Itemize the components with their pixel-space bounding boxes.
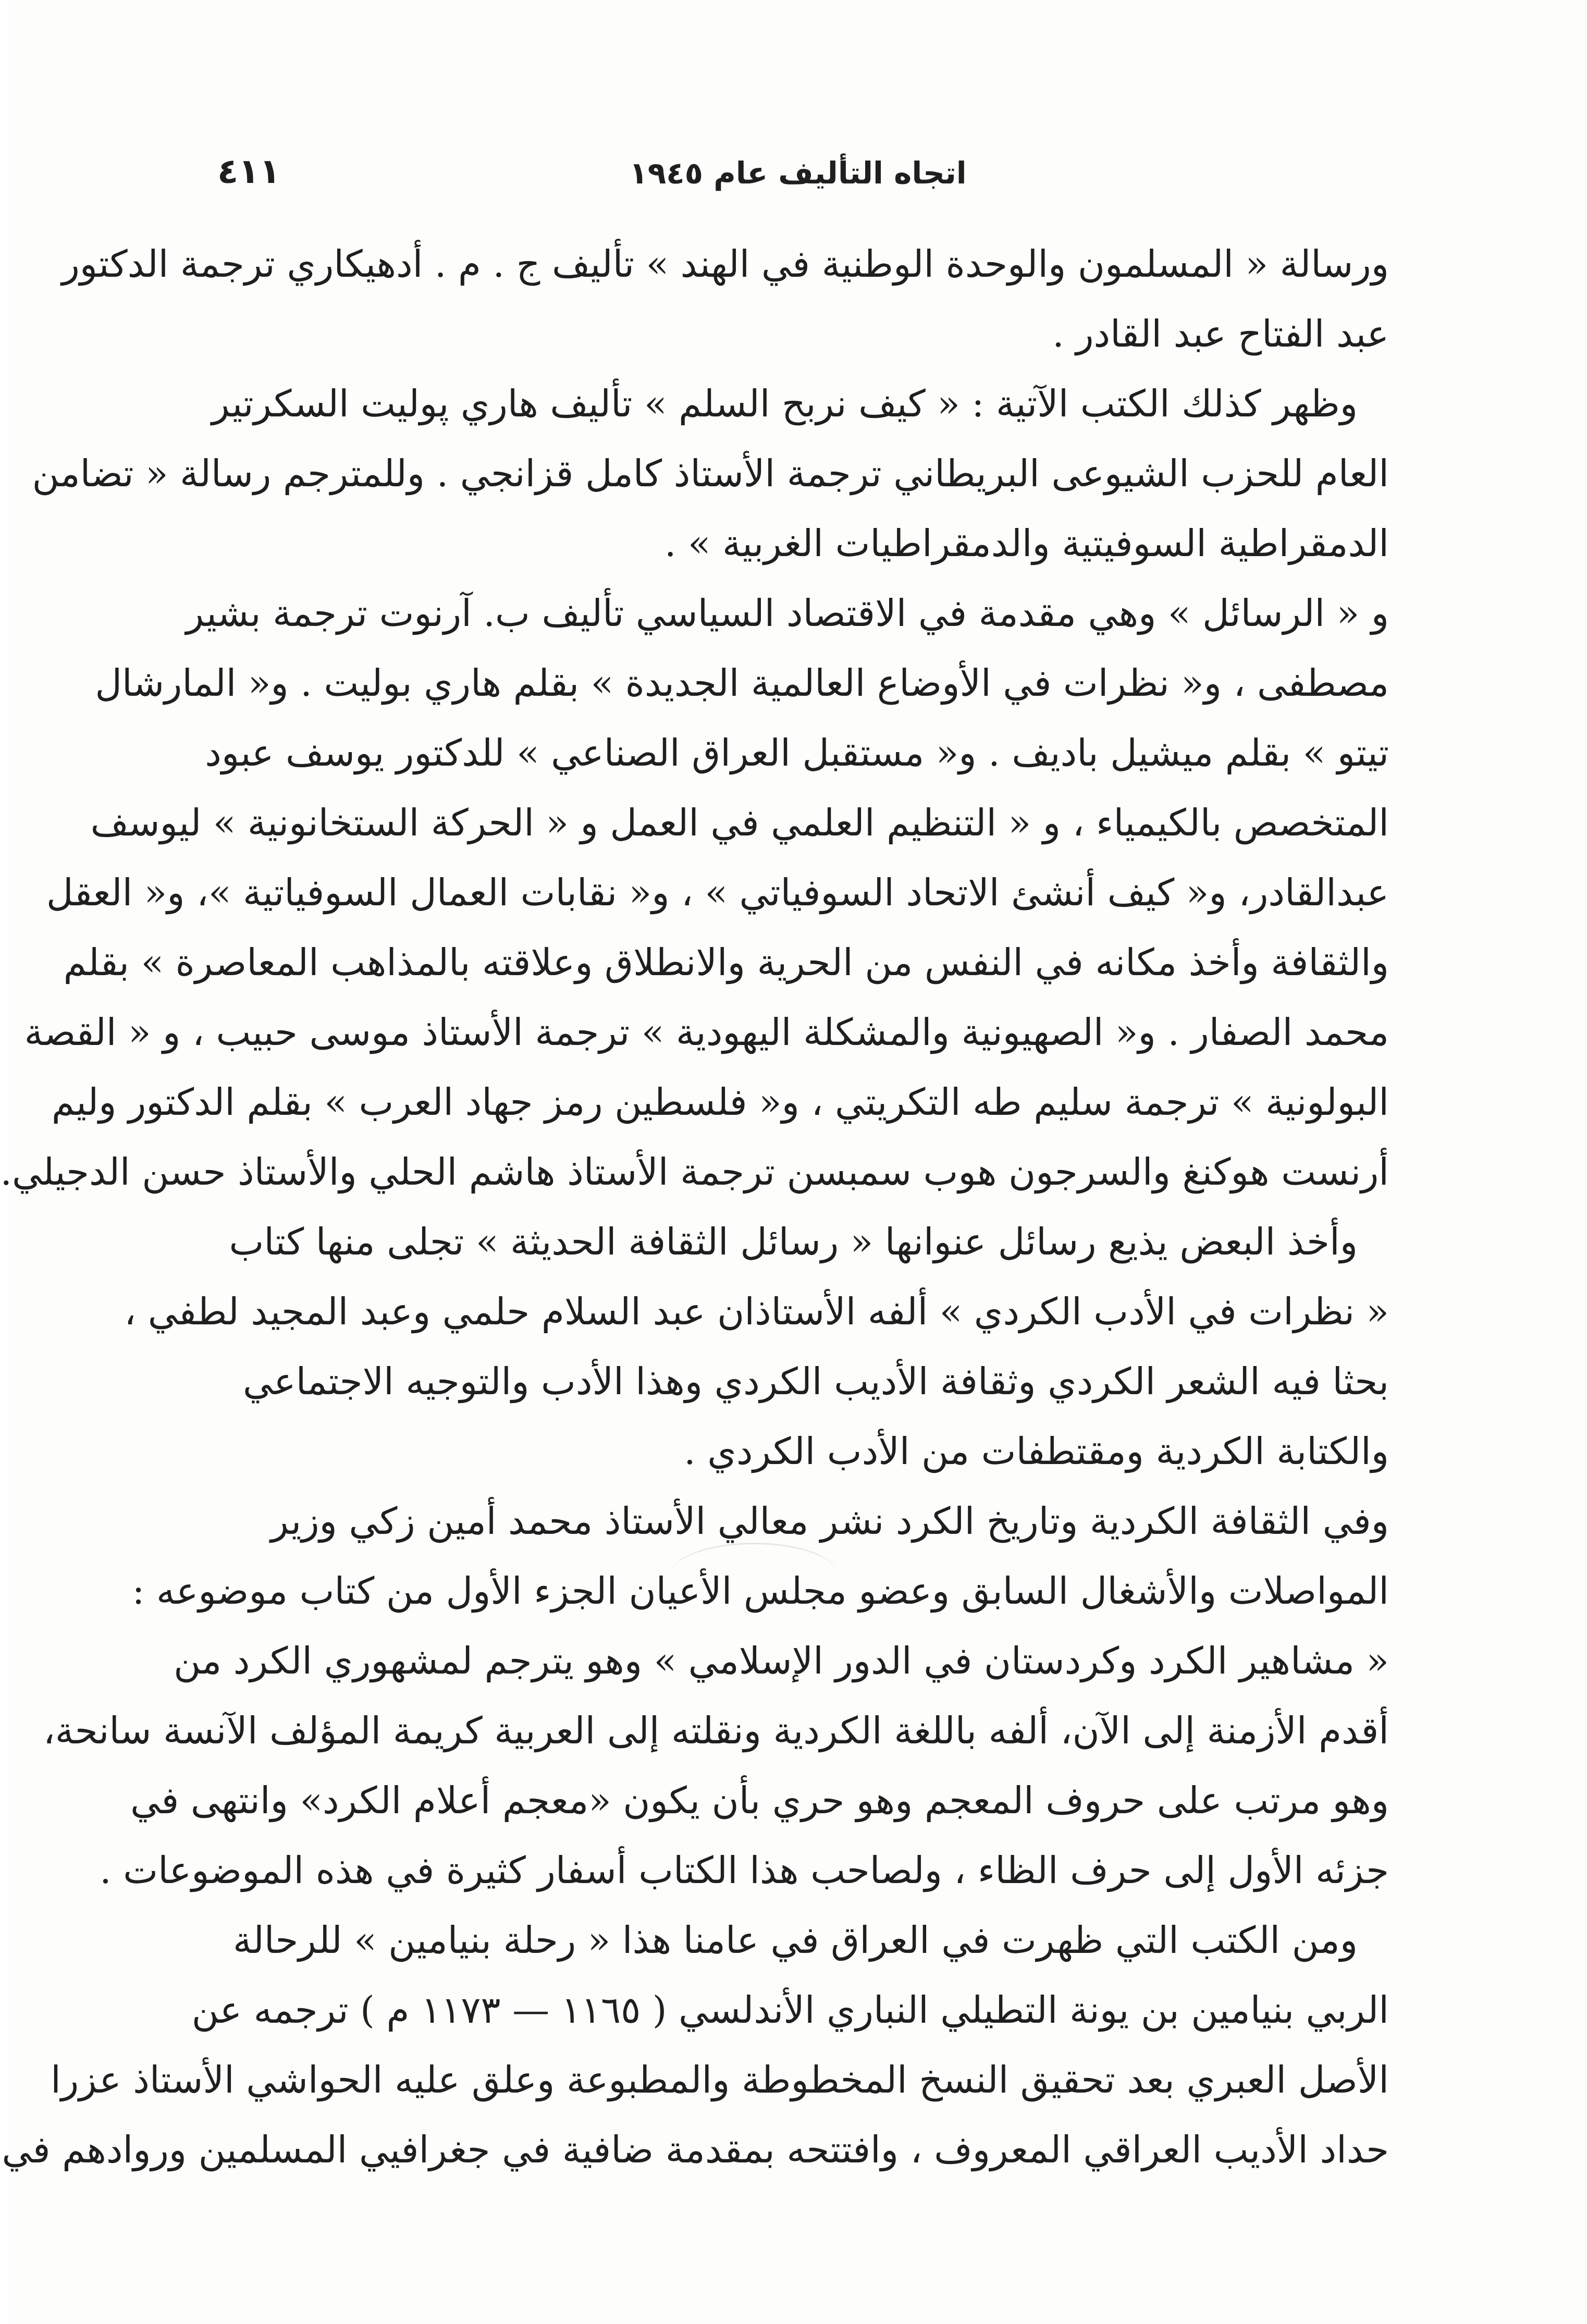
text-line: الدمقراطية السوفيتية والدمقراطيات الغربية » .	[664, 522, 1389, 565]
text-line: والثقافة وأخذ مكانه في النفس من الحرية والانطلاق وعلاقته بالمذاهب المعاصرة » بقلم	[63, 941, 1389, 984]
text-line: المواصلات والأشغال السابق وعضو مجلس الأعيان الجزء الأول من كتاب موضوعه :	[132, 1569, 1389, 1613]
text-line: وأخذ البعض يذيع رسائل عنوانها « رسائل الثقافة الحديثة » تجلى منها كتاب	[229, 1220, 1358, 1263]
text-line: العام للحزب الشيوعى البريطاني ترجمة الأستاذ كامل قزانجي . وللمترجم رسالة « تضامن	[32, 452, 1389, 495]
text-line: وهو مرتب على حروف المعجم وهو حري بأن يكون «معجم أعلام الكرد» وانتهى في	[130, 1779, 1389, 1822]
text-line: الأصل العبري بعد تحقيق النسخ المخطوطة والمطبوعة وعلق عليه الحواشي الأستاذ عزرا	[51, 2058, 1389, 2101]
paragraph-3	[0, 579, 1389, 1207]
text-line: أقدم الأزمنة إلى الآن، ألفه باللغة الكردية ونقلته إلى العربية كريمة المؤلف الآنسة سانحة،	[43, 1709, 1389, 1752]
body-text	[0, 229, 1389, 2185]
text-line: محمد الصفار . و« الصهيونية والمشكلة اليهودية » ترجمة الأستاذ موسى حبيب ، و « القصة	[24, 1011, 1389, 1054]
text-line: و « الرسائل » وهي مقدمة في الاقتصاد السياسي تأليف ب. آرنوت ترجمة بشير	[186, 592, 1389, 635]
text-line: وفي الثقافة الكردية وتاريخ الكرد نشر معالي الأستاذ محمد أمين زكي وزير	[270, 1499, 1389, 1543]
text-line: عبد الفتاح عبد القادر .	[1052, 312, 1389, 355]
text-line: « نظرات في الأدب الكردي » ألفه الأستاذان عبد السلام حلمي وعبد المجيد لطفي ،	[124, 1290, 1389, 1333]
text-line: وظهر كذلك الكتب الآتية : « كيف نربح السلم » تأليف هاري پوليت السكرتير	[212, 382, 1358, 425]
text-line: ومن الكتب التي ظهرت في العراق في عامنا هذا « رحلة بنيامين » للرحالة	[233, 1919, 1358, 1962]
text-line: والكتابة الكردية ومقتطفات من الأدب الكردي .	[684, 1430, 1389, 1473]
text-line: « مشاهير الكرد وكردستان في الدور الإسلامي » وهو يترجم لمشهوري الكرد من	[174, 1639, 1389, 1682]
text-line: عبدالقادر، و« كيف أنشئ الاتحاد السوفياتي » ، و« نقابات العمال السوفياتية »، و« العقل	[46, 871, 1389, 914]
paragraph-4	[124, 1207, 1389, 1486]
text-line: الربي بنيامين بن يونة التطيلي النباري الأندلسي ( ١١٦٥ — ١١٧٣ م ) ترجمه عن	[191, 1988, 1389, 2032]
text-line: أرنست هوكنغ والسرجون هوب سمبسن ترجمة الأستاذ هاشم الحلي والأستاذ حسن الدجيلي.	[0, 1150, 1389, 1194]
paper-crease	[671, 1543, 838, 1607]
text-line: ورسالة « المسلمون والوحدة الوطنية في الهند » تأليف ج . م . أدهيكاري ترجمة الدكتور	[61, 242, 1389, 286]
running-title: اتجاه التأليف عام ١٩٤٥	[629, 155, 967, 191]
text-line: مصطفى ، و« نظرات في الأوضاع العالمية الجديدة » بقلم هاري بوليت . و« المارشال	[95, 661, 1389, 705]
text-line: حداد الأديب العراقي المعروف ، وافتتحه بمقدمة ضافية في جغرافيي المسلمين وروادهم في	[2, 2128, 1389, 2171]
text-line: المتخصص بالكيمياء ، و « التنظيم العلمي في العمل و « الحركة الستخانونية » ليوسف	[90, 801, 1389, 844]
text-line: جزئه الأول إلى حرف الظاء ، ولصاحب هذا الكتاب أسفار كثيرة في هذه الموضوعات .	[100, 1849, 1389, 1892]
text-line: البولونية » ترجمة سليم طه التكريتي ، و« فلسطين رمز جهاد العرب » بقلم الدكتور وليم	[51, 1080, 1389, 1124]
paragraph-6	[2, 1905, 1389, 2185]
paragraph-2	[32, 369, 1389, 579]
page-number: ٤١١	[217, 151, 280, 191]
paragraph-1	[61, 229, 1389, 369]
text-line: بحثا فيه الشعر الكردي وثقافة الأديب الكردي وهذا الأدب والتوجيه الاجتماعي	[243, 1360, 1389, 1403]
text-line: تيتو » بقلم ميشيل باديف . و« مستقبل العراق الصناعي » للدكتور يوسف عبود	[205, 731, 1389, 774]
page-header	[207, 151, 1389, 208]
